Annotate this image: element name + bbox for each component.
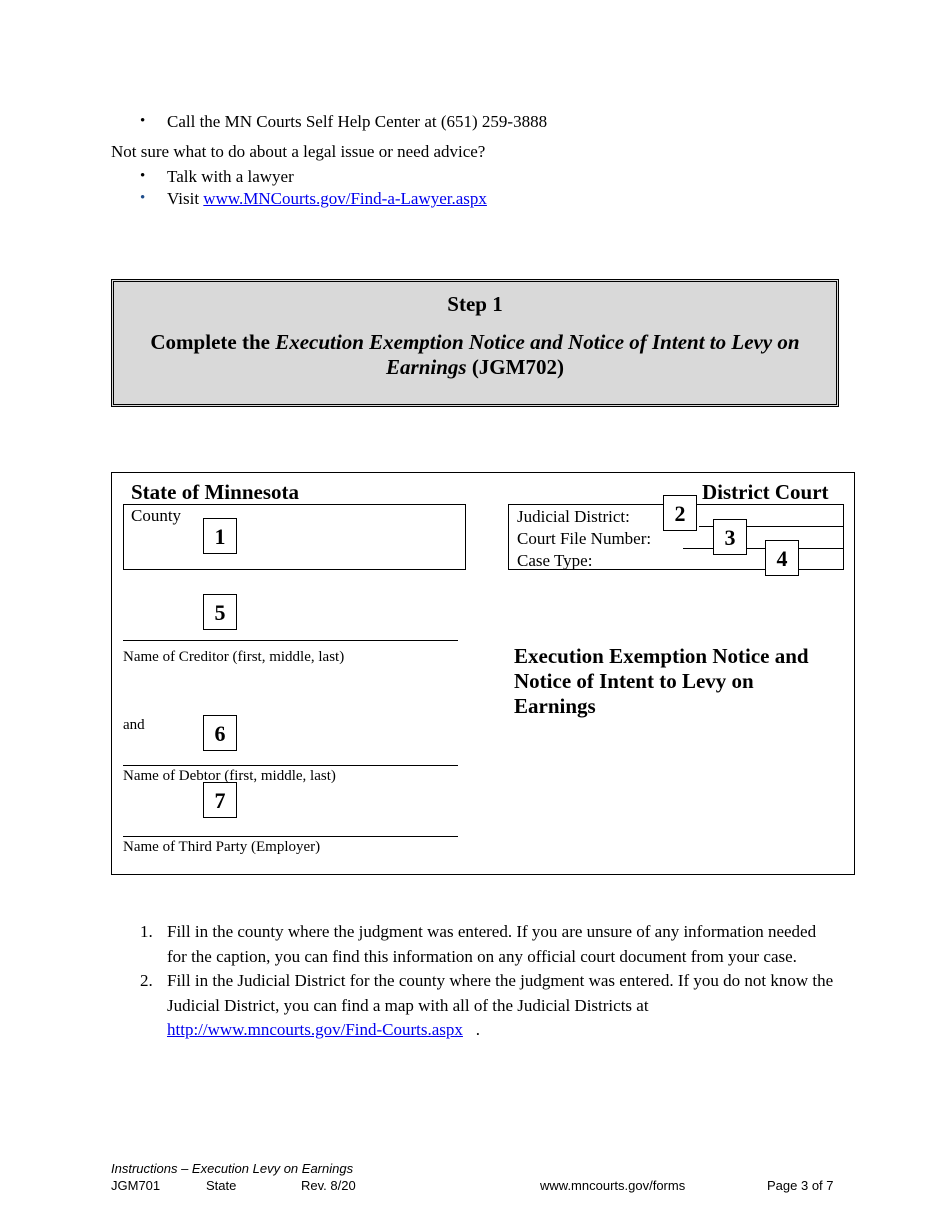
bullet: • [140,190,146,206]
instruction-number: 1. [140,922,153,941]
footer-url: www.mncourts.gov/forms [540,1178,686,1193]
step-banner [111,279,839,407]
self-help-center-item: Call the MN Courts Self Help Center at (651) 259-3888 [167,112,548,131]
marker-5: 5 [203,594,237,630]
marker-3: 3 [713,519,747,555]
bullet: • [140,168,146,184]
case-type-label: Case Type: [517,551,593,570]
marker-4: 4 [765,540,799,576]
instruction-list [140,920,840,1043]
creditor-line [123,640,458,641]
creditor-label: Name of Creditor (first, middle, last) [123,649,345,665]
debtor-label: Name of Debtor (first, middle, last) [123,768,336,784]
visit-prefix: Visit [167,189,200,208]
advice-question: Not sure what to do about a legal issue or need advice? [111,142,486,161]
visit-item [167,188,487,210]
step-title: Step 1 [447,292,503,316]
instruction-text: Fill in the Judicial District for the county where the judgment was entered. If you do not know the Judicial District, you can find a map with all of the Judicial Districts at [167,971,834,1015]
find-courts-link[interactable]: http://www.mncourts.gov/Find-Courts.aspx [167,1020,463,1039]
third-party-line [123,836,458,837]
instruction-item [140,920,840,969]
marker-6: 6 [203,715,237,751]
step-form-name: Execution Exemption Notice and Notice of Intent to Levy on Earnings [275,330,800,379]
footer-scope: State [206,1178,237,1193]
instruction-end: . [475,1020,480,1039]
talk-lawyer-item: Talk with a lawyer [167,167,294,186]
judicial-district-label: Judicial District: [517,507,630,526]
footer-revision: Rev. 8/20 [301,1178,356,1193]
step-prefix: Complete the [150,330,270,354]
state-heading: State of Minnesota [131,480,299,504]
court-file-line [683,548,844,549]
document-title: Execution Exemption Notice and Notice of Intent to Levy on Earnings [514,644,809,718]
court-heading: District Court [702,480,829,504]
court-file-label: Court File Number: [517,529,652,548]
third-party-label: Name of Third Party (Employer) [123,839,321,855]
marker-7: 7 [203,782,237,818]
step-form-code: (JGM702) [471,355,564,379]
debtor-line [123,765,458,766]
instruction-text: Fill in the county where the judgment was entered. If you are unsure of any information needed for the caption, you can find this information on any official court document from your case. [167,922,817,966]
marker-1: 1 [203,518,237,554]
step-description [124,330,826,380]
footer-title: Instructions – Execution Levy on Earnings [111,1161,354,1176]
footer-page: Page 3 of 7 [767,1178,834,1193]
find-lawyer-link[interactable]: www.MNCourts.gov/Find-a-Lawyer.aspx [203,189,487,208]
and-label: and [123,717,145,733]
instruction-number: 2. [140,971,153,990]
bullet: • [140,113,146,129]
marker-2: 2 [663,495,697,531]
footer-code: JGM701 [111,1178,161,1193]
county-label: County [131,506,182,525]
instruction-item [140,969,840,1043]
